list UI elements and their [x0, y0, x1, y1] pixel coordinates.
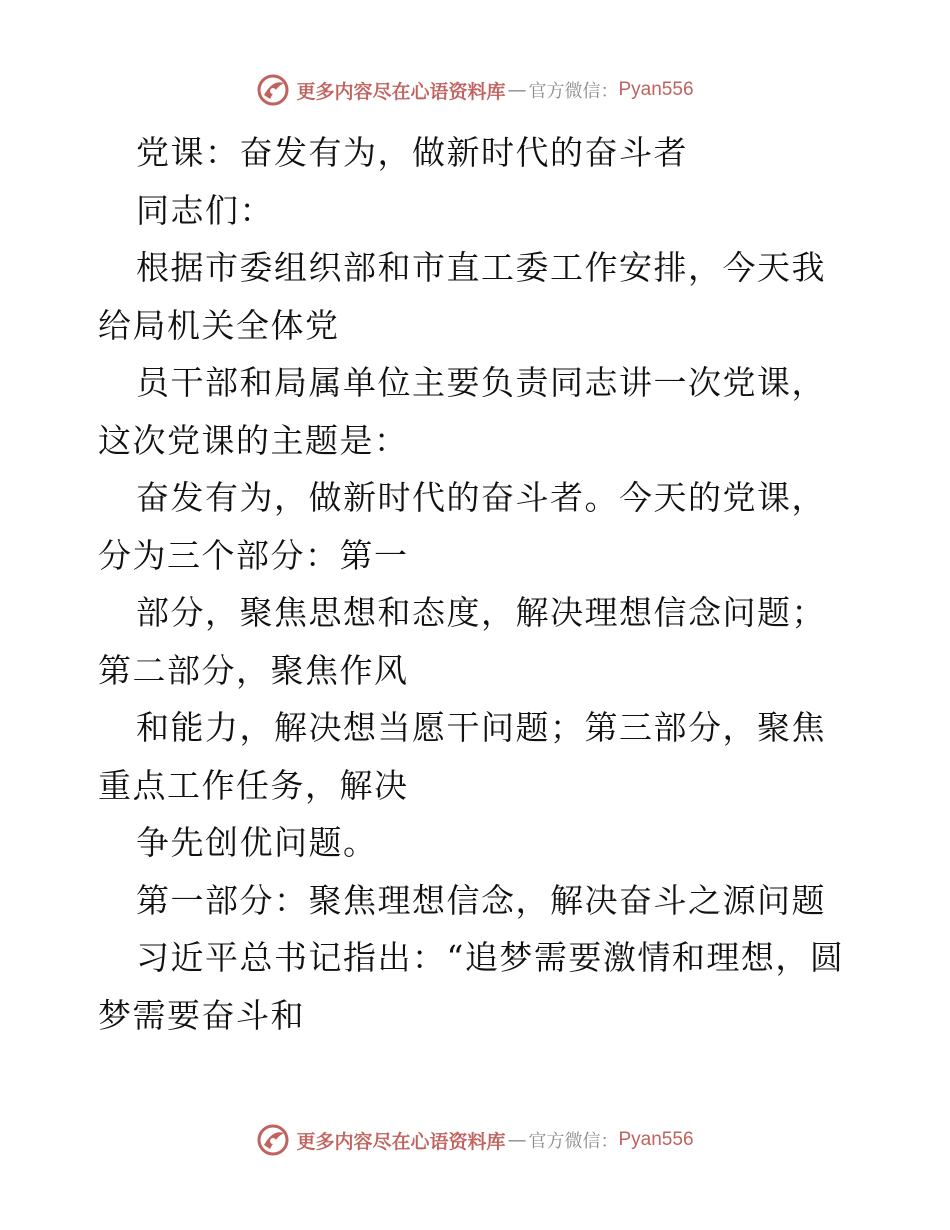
paragraph: 争先创优问题。 — [136, 823, 378, 862]
document-title: 党课：奋发有为，做新时代的奋斗者 — [136, 133, 688, 172]
footer-watermark — [0, 1120, 950, 1160]
section-heading: 第一部分：聚焦理想信念，解决奋斗之源问题 — [136, 880, 826, 920]
paragraph: 部分，聚焦思想和态度，解决理想信念问题；第二部分，聚焦作风 — [98, 593, 826, 690]
document-body — [98, 124, 858, 1044]
watermark-prefix: 更多内容尽在心语资料库 — [296, 1130, 506, 1153]
watermark-suffix: 官方微信： — [528, 1131, 619, 1152]
paragraph: 习近平总书记指出：“追梦需要激情和理想，圆梦需要奋斗和 — [98, 938, 845, 1035]
pen-logo-icon — [256, 1123, 290, 1157]
watermark-suffix: 官方微信： — [528, 81, 619, 102]
salutation: 同志们： — [136, 190, 274, 230]
paragraph: 员干部和局属单位主要负责同志讲一次党课，这次党课的主题是： — [98, 363, 826, 460]
paragraph: 根据市委组织部和市直工委工作安排，今天我给局机关全体党 — [98, 248, 826, 345]
paragraph: 奋发有为，做新时代的奋斗者。今天的党课，分为三个部分：第一 — [98, 478, 826, 575]
watermark-handle: Pyan556 — [618, 1129, 694, 1150]
paragraph: 和能力，解决想当愿干问题；第三部分，聚焦重点工作任务，解决 — [98, 708, 826, 805]
watermark-dash: — — [507, 1129, 527, 1151]
pen-logo-icon — [256, 73, 290, 107]
header-watermark — [0, 70, 950, 110]
watermark-dash: — — [507, 79, 527, 101]
watermark-prefix: 更多内容尽在心语资料库 — [296, 80, 506, 103]
watermark-handle: Pyan556 — [618, 79, 694, 100]
